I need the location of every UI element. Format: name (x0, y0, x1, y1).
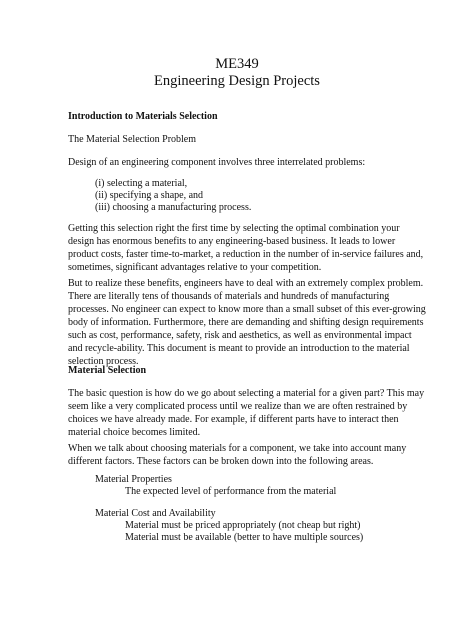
paragraph-line: such as cost, performance, safety, risk and aesthetics, as well as environmental impact (68, 330, 412, 341)
intro-paragraph-2 (68, 277, 428, 368)
paragraph-line: The basic question is how do we go about selecting a material for a given part? This may (68, 388, 425, 399)
paragraph-line: When we talk about choosing materials for a component, we take into account many (68, 443, 407, 454)
paragraph-line: body of information. Furthermore, there are demanding and shifting design requirements (68, 317, 424, 328)
paragraph-line: processes. No engineer can expect to know more than a small subset of this ever-growing (68, 304, 426, 315)
material-selection-heading: Material Selection (68, 365, 147, 376)
paragraph-line: But to realize these benefits, engineers have to deal with an extremely complex problem. (68, 278, 424, 289)
paragraph-line: material choice becomes limited. (68, 427, 201, 438)
paragraph-line: sometimes, significant advantages relative to your competition. (68, 262, 322, 273)
paragraph-line: product costs, faster time-to-market, a reduction in the number of in-service failures and, (68, 249, 424, 260)
material-selection-paragraph-2 (68, 442, 428, 468)
intro-subheading: The Material Selection Problem (68, 134, 197, 145)
intro-lead: Design of an engineering component involves three interrelated problems: (68, 157, 366, 168)
paragraph-line: seem like a very complicated process until we realize than we are often restrained by (68, 401, 408, 412)
paragraph-line: There are literally tens of thousands of materials and hundreds of manufacturing (68, 291, 390, 302)
document-title: Engineering Design Projects (154, 73, 320, 89)
problem-item: (ii) specifying a shape, and (95, 190, 204, 201)
material-selection-paragraph-1 (68, 387, 428, 439)
paragraph-line: different factors. These factors can be broken down into the following areas. (68, 456, 374, 467)
paragraph-line: Getting this selection right the first time by selecting the optimal combination your (68, 223, 400, 234)
area-name: Material Properties (95, 474, 172, 485)
paragraph-line: choices we have already made. For example, if different parts have to interact then (68, 414, 399, 425)
area-detail: Material must be available (better to have multiple sources) (125, 532, 364, 543)
course-code: ME349 (215, 56, 259, 72)
area-detail: The expected level of performance from the material (125, 486, 337, 497)
problem-item: (i) selecting a material, (95, 178, 188, 189)
paragraph-line: selection process. (68, 356, 139, 367)
paragraph-line: design has enormous benefits to any engineering-based business. It leads to lower (68, 236, 396, 247)
area-name: Material Cost and Availability (95, 508, 216, 519)
area-detail: Material must be priced appropriately (not cheap but right) (125, 520, 361, 531)
paragraph-line: and recycle-ability. This document is meant to provide an introduction to the material (68, 343, 410, 354)
intro-heading: Introduction to Materials Selection (68, 111, 218, 122)
problem-item: (iii) choosing a manufacturing process. (95, 202, 252, 213)
intro-paragraph-1 (68, 222, 428, 274)
